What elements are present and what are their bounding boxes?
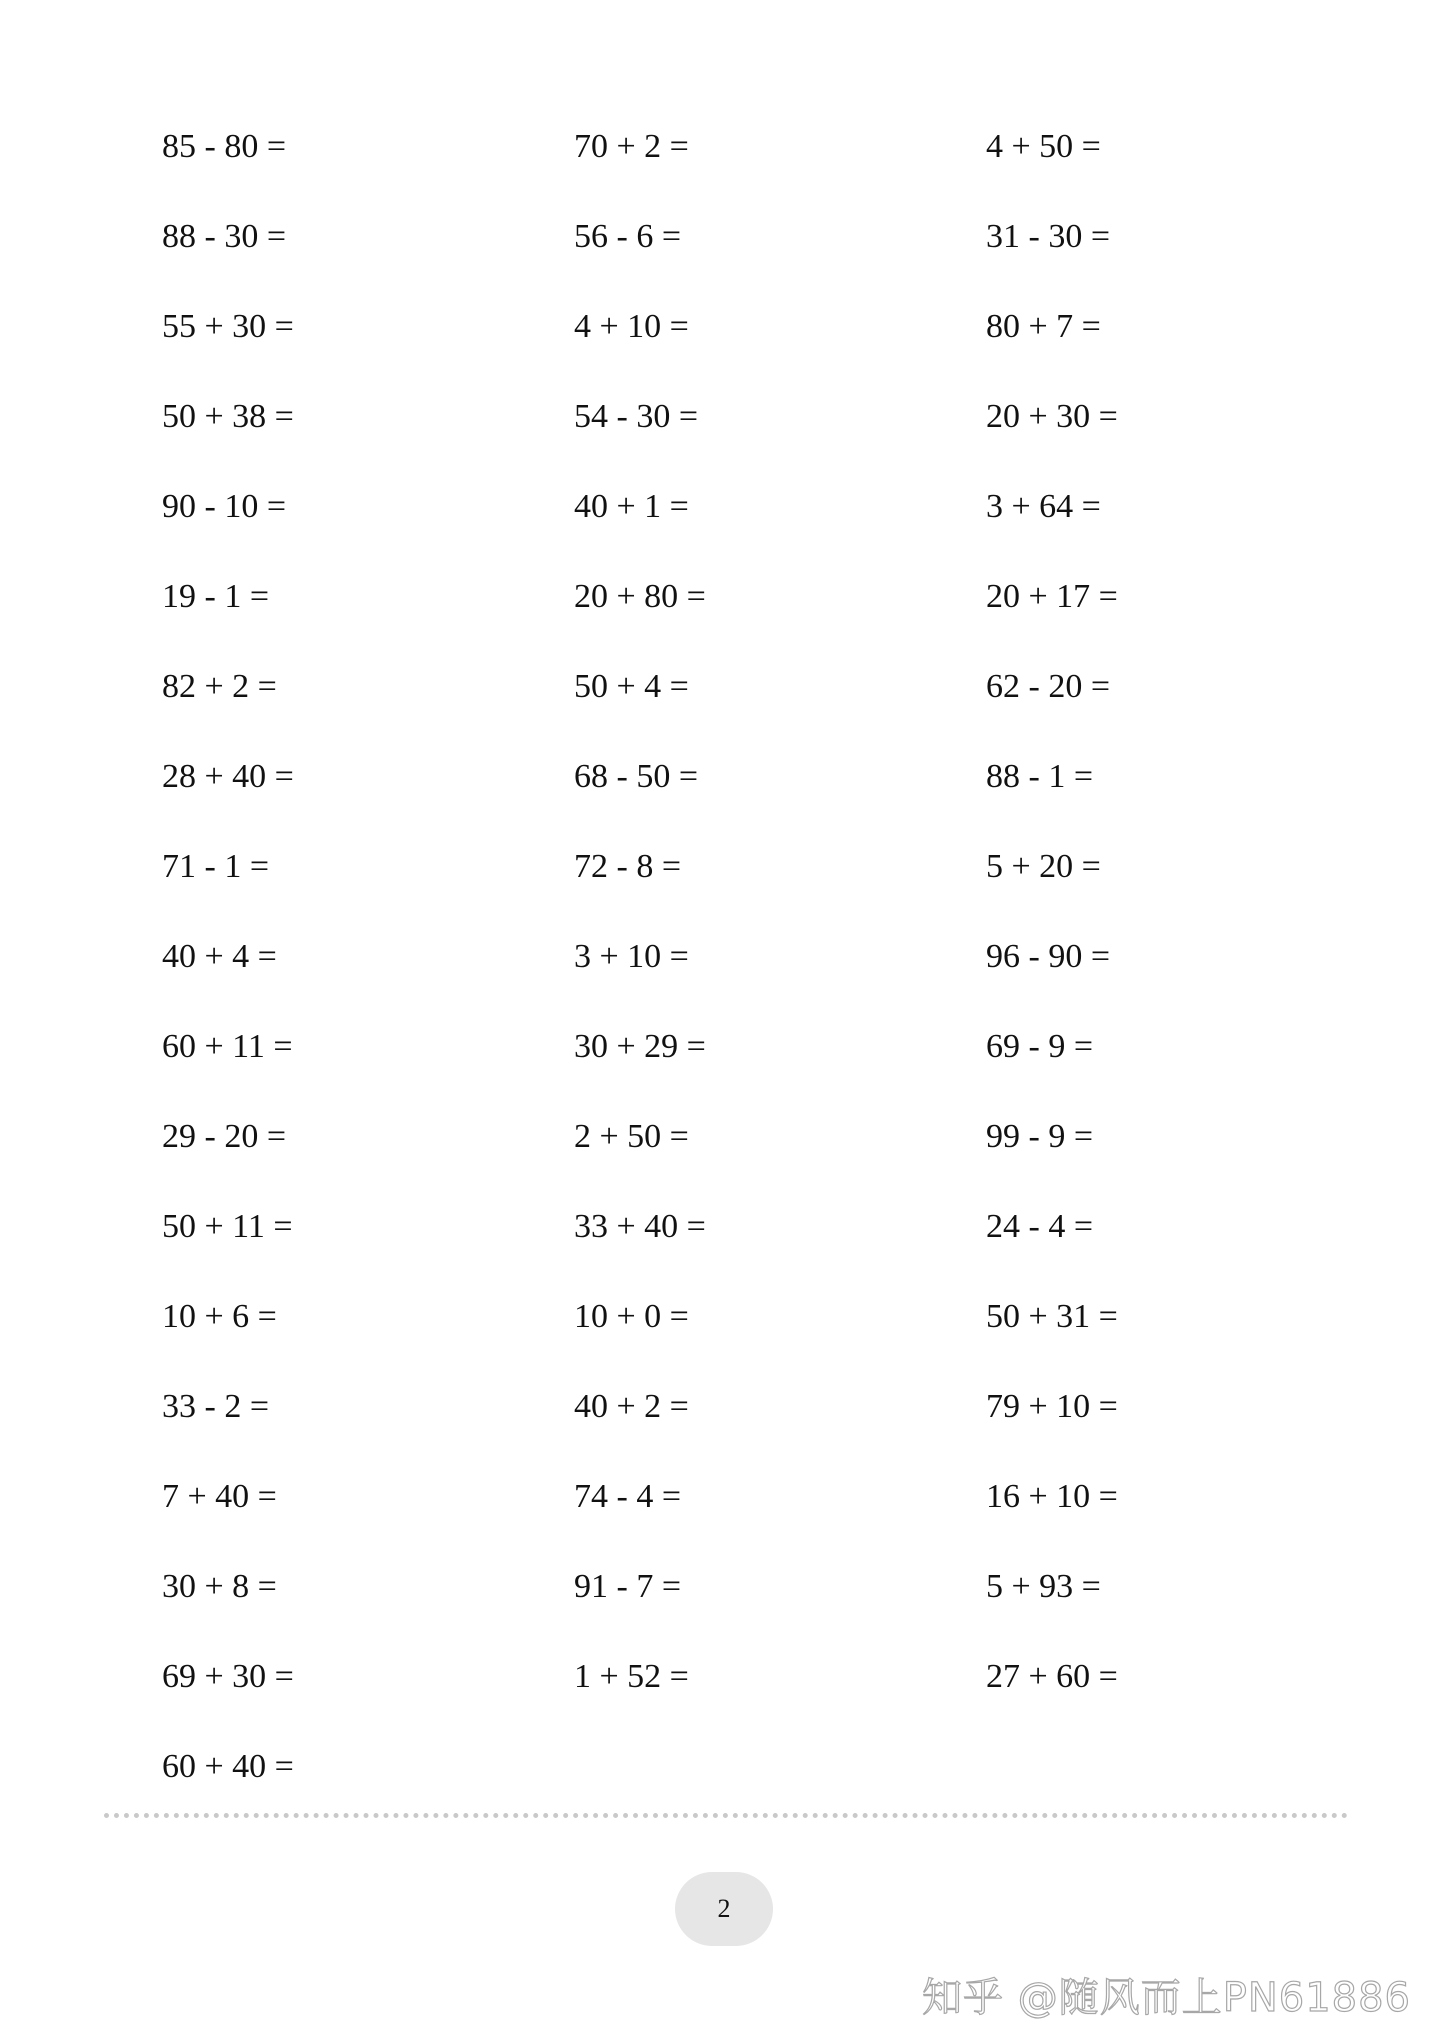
problem-item: 85 - 80 = [162,128,286,165]
problem-item: 96 - 90 = [986,938,1110,975]
problem-item: 56 - 6 = [574,218,681,255]
problem-item: 20 + 17 = [986,578,1118,615]
problem-item: 55 + 30 = [162,308,294,345]
problem-item: 20 + 30 = [986,398,1118,435]
problem-item: 50 + 11 = [162,1208,293,1245]
problem-item: 20 + 80 = [574,578,706,615]
problem-item: 33 - 2 = [162,1388,269,1425]
problem-item: 5 + 93 = [986,1568,1101,1605]
problem-item: 28 + 40 = [162,758,294,795]
problem-item: 4 + 50 = [986,128,1101,165]
problem-item: 33 + 40 = [574,1208,706,1245]
page-number-badge [675,1872,773,1946]
problem-item: 40 + 4 = [162,938,277,975]
problem-item: 16 + 10 = [986,1478,1118,1515]
problem-item: 3 + 10 = [574,938,689,975]
problem-item: 80 + 7 = [986,308,1101,345]
problem-item: 99 - 9 = [986,1118,1093,1155]
dotted-divider [104,1813,1348,1818]
problem-item: 88 - 30 = [162,218,286,255]
problem-item: 72 - 8 = [574,848,681,885]
problem-item: 50 + 4 = [574,668,689,705]
problem-item: 10 + 0 = [574,1298,689,1335]
problem-item: 1 + 52 = [574,1658,689,1695]
problem-item: 27 + 60 = [986,1658,1118,1695]
problem-item: 5 + 20 = [986,848,1101,885]
problem-item: 40 + 2 = [574,1388,689,1425]
problem-item: 3 + 64 = [986,488,1101,525]
problem-item: 31 - 30 = [986,218,1110,255]
problem-item: 88 - 1 = [986,758,1093,795]
problem-item: 69 + 30 = [162,1658,294,1695]
problem-item: 70 + 2 = [574,128,689,165]
problem-item: 4 + 10 = [574,308,689,345]
problem-item: 79 + 10 = [986,1388,1118,1425]
problem-item: 10 + 6 = [162,1298,277,1335]
problem-item: 2 + 50 = [574,1118,689,1155]
problem-item: 69 - 9 = [986,1028,1093,1065]
problem-item: 19 - 1 = [162,578,269,615]
problem-item: 60 + 40 = [162,1748,294,1785]
problem-item: 30 + 29 = [574,1028,706,1065]
problem-item: 54 - 30 = [574,398,698,435]
problem-item: 74 - 4 = [574,1478,681,1515]
problem-item: 50 + 38 = [162,398,294,435]
problem-item: 82 + 2 = [162,668,277,705]
problem-item: 40 + 1 = [574,488,689,525]
problem-item: 62 - 20 = [986,668,1110,705]
problem-item: 30 + 8 = [162,1568,277,1605]
problem-item: 7 + 40 = [162,1478,277,1515]
problem-item: 71 - 1 = [162,848,269,885]
problem-item: 91 - 7 = [574,1568,681,1605]
problem-item: 29 - 20 = [162,1118,286,1155]
watermark: 知乎 @随风而上PN61886 [922,1975,1412,2021]
page-number: 2 [717,1894,731,1923]
problem-item: 90 - 10 = [162,488,286,525]
problem-grid [162,118,1398,1828]
problem-item: 50 + 31 = [986,1298,1118,1335]
problem-item: 24 - 4 = [986,1208,1093,1245]
problem-item: 60 + 11 = [162,1028,293,1065]
problem-item: 68 - 50 = [574,758,698,795]
